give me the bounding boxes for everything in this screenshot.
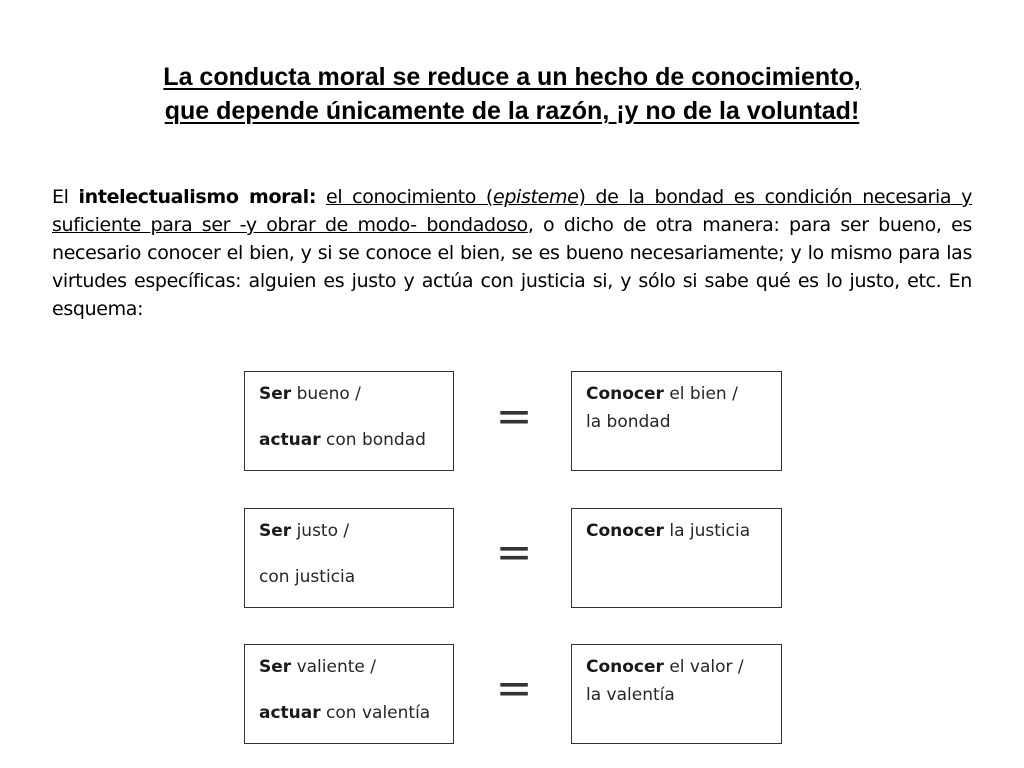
equals-sign: =	[495, 527, 533, 578]
box-bold-word: Ser	[259, 521, 292, 541]
box-bold-word: actuar	[259, 430, 321, 450]
box-text: valiente /	[291, 657, 376, 677]
term-intelectualismo-moral: intelectualismo moral:	[78, 186, 317, 208]
paragraph-intro: El	[52, 186, 79, 208]
box-text: justo /	[291, 521, 350, 541]
title-line-1: La conducta moral se reduce a un hecho de conocimiento,	[163, 63, 861, 91]
box-text: la bondad	[586, 412, 671, 432]
box-bold-word: Conocer	[586, 384, 664, 404]
box-text: bueno /	[291, 384, 361, 404]
box-text: la justicia	[663, 521, 751, 541]
definition-paragraph	[52, 183, 972, 323]
paragraph-space	[316, 186, 326, 208]
box-text: con justicia	[259, 567, 356, 587]
scheme-box-conocer-valor	[571, 644, 782, 744]
scheme-box-ser-valiente	[244, 644, 454, 744]
box-text: con bondad	[320, 430, 426, 450]
box-text: el valor /	[663, 657, 744, 677]
scheme-box-conocer-justicia	[571, 508, 782, 608]
box-text: la valentía	[586, 685, 675, 705]
equals-sign: =	[495, 391, 533, 442]
box-bold-word: Conocer	[586, 657, 664, 677]
box-bold-word: Ser	[259, 657, 292, 677]
paragraph-rest: , o dicho de otra manera: para ser bueno, es necesario conocer el bien, y si se conoce el bien, se es bueno necesariamente; y lo mismo para las virtudes específicas: alguien es justo y actúa con justicia si, y sólo si sabe qué es lo justo, etc. En esquema:	[52, 214, 972, 320]
equals-sign: =	[495, 663, 533, 714]
scheme-box-ser-justo	[244, 508, 454, 608]
scheme-box-ser-bueno	[244, 371, 454, 471]
definition-part-1: el conocimiento (	[325, 186, 493, 208]
definition-part-2: ) de la bondad es condición necesaria y suficiente para ser -y obrar de modo- bondadoso	[52, 186, 972, 236]
episteme-term: episteme	[492, 186, 579, 208]
box-text: con valentía	[320, 703, 431, 723]
box-bold-word: Conocer	[586, 521, 664, 541]
title-line-2: que depende únicamente de la razón, ¡y no de la voluntad!	[164, 97, 860, 125]
scheme-box-conocer-bien	[571, 371, 782, 471]
slide-title	[40, 60, 984, 128]
box-bold-word: Ser	[259, 384, 292, 404]
box-text: el bien /	[663, 384, 738, 404]
box-bold-word: actuar	[259, 703, 321, 723]
